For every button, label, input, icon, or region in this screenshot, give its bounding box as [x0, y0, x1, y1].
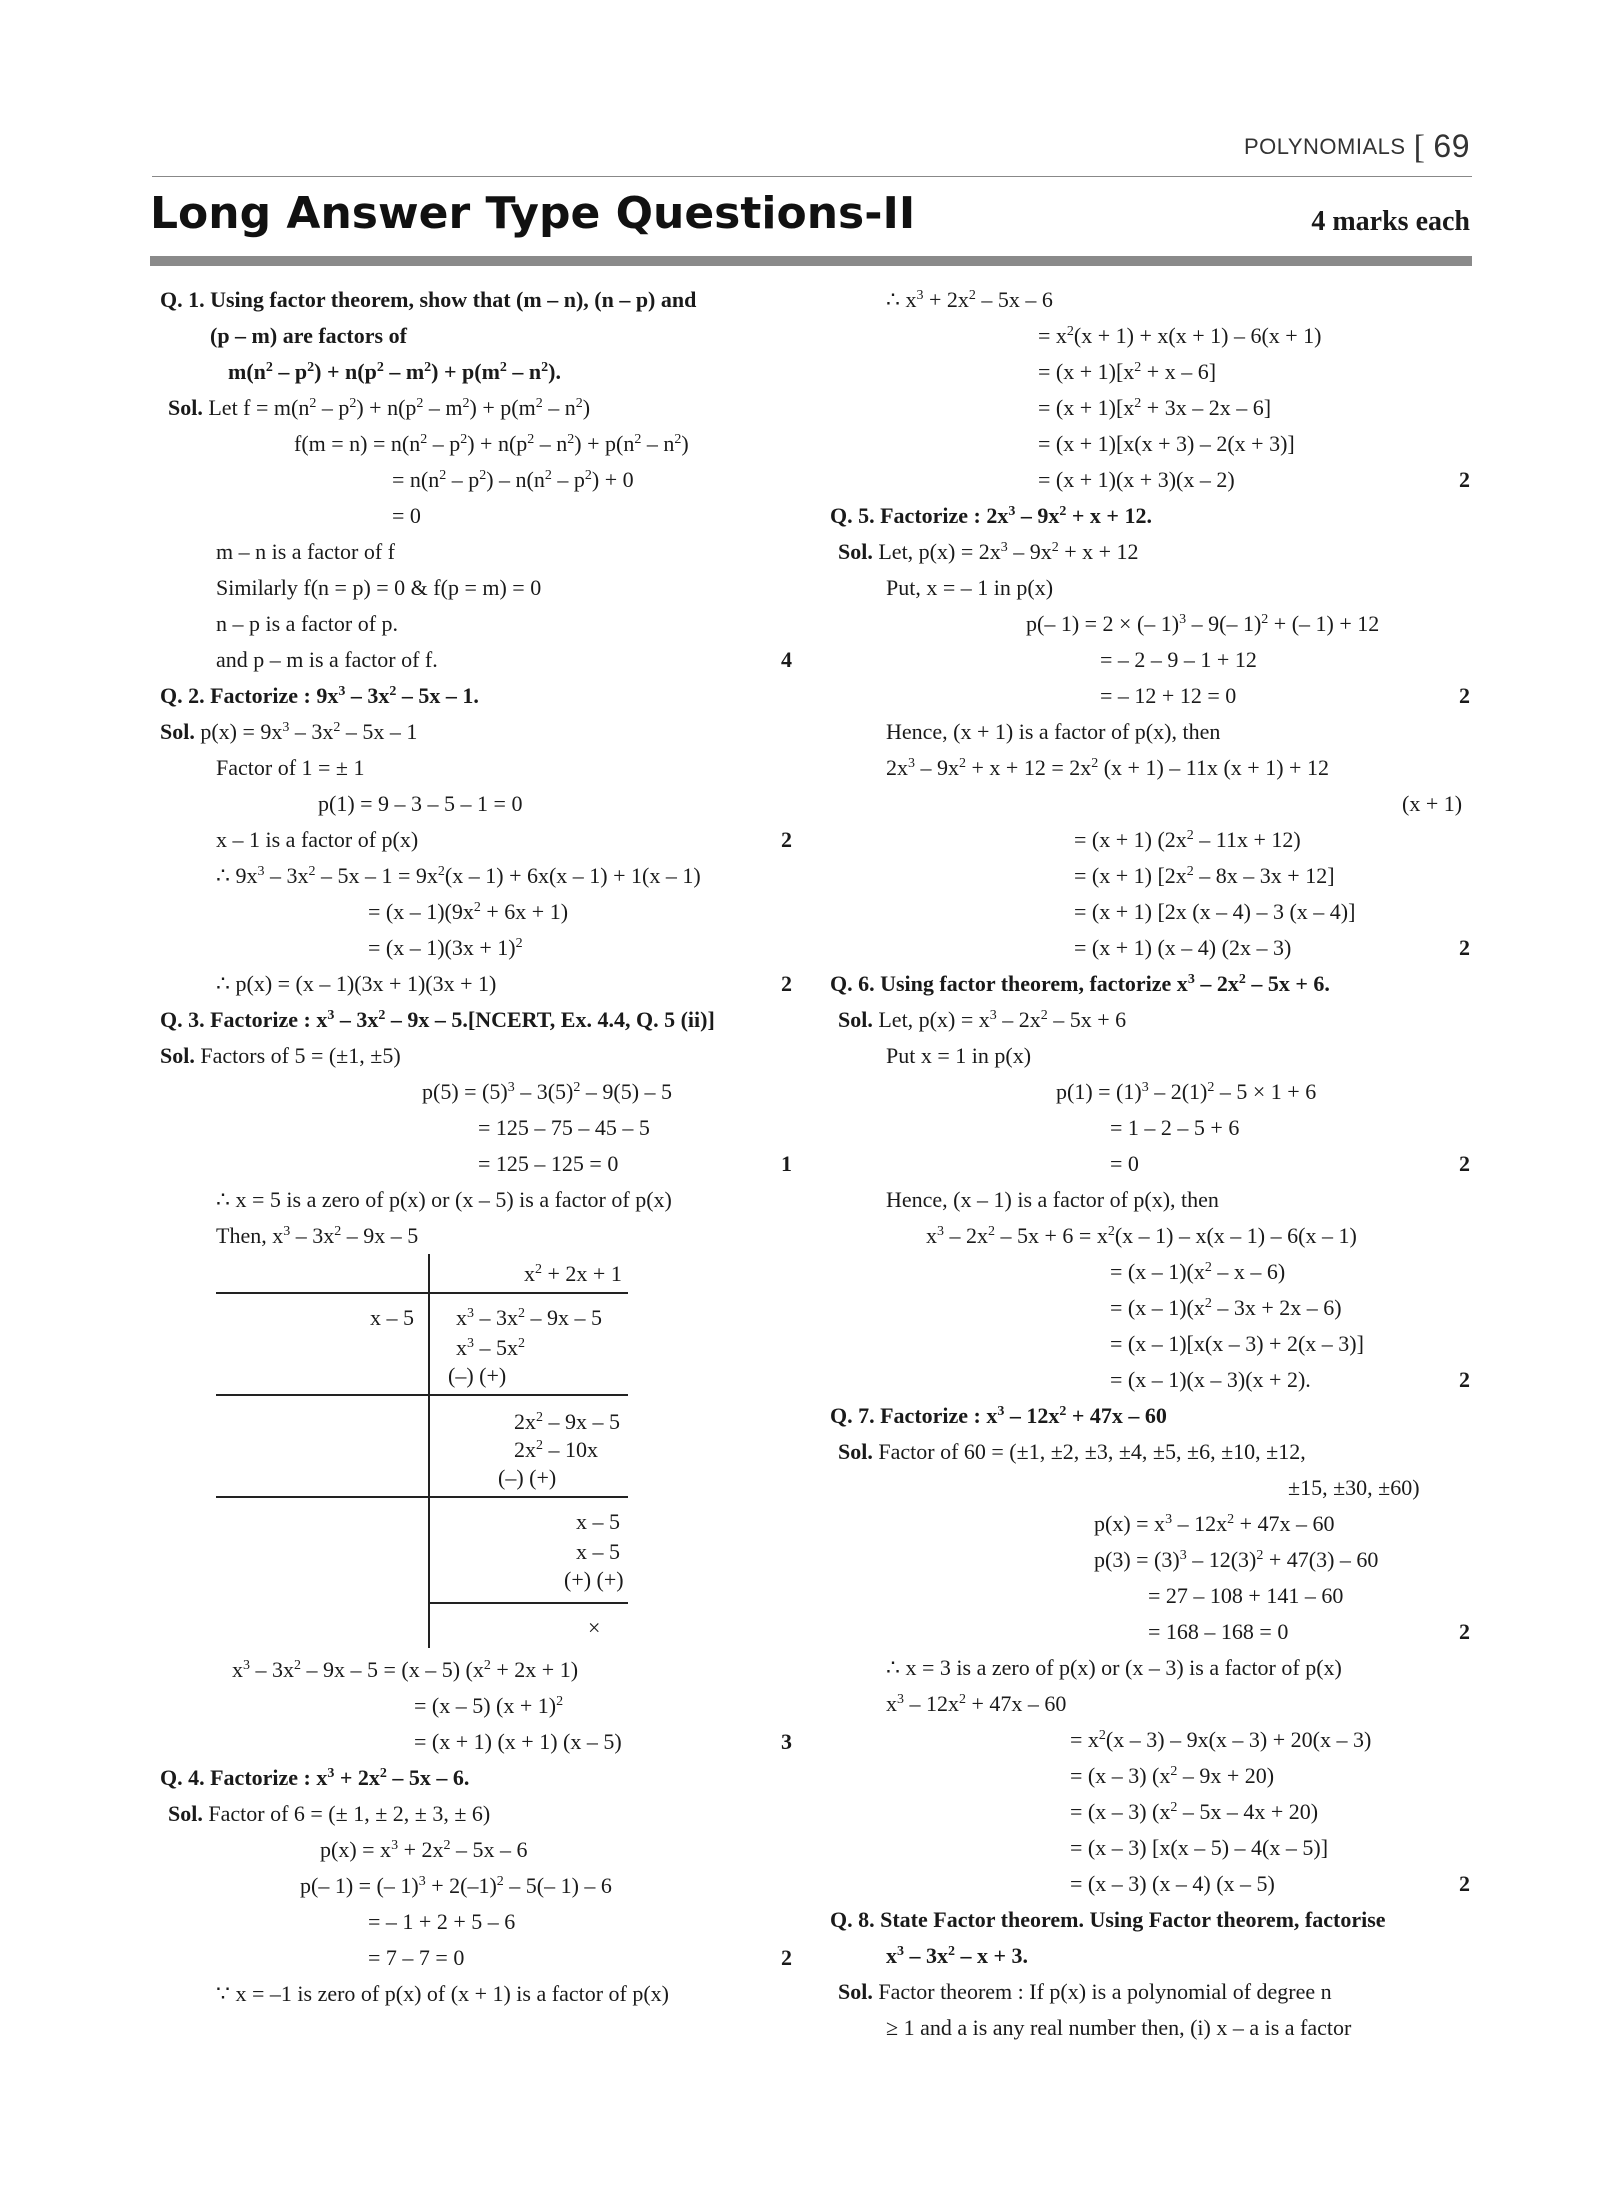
line-text: = 125 – 125 = 0: [478, 1151, 619, 1176]
solution-line: [830, 1290, 1470, 1326]
line-text: Sol. Let, $p(x) = 2x^3 - 9x^2 + x + 12$: [838, 539, 1139, 564]
marks-each-label: 4 marks each: [1311, 206, 1470, 237]
solution-line: [160, 1182, 792, 1218]
solution-line: [830, 1326, 1470, 1362]
solution-line: [830, 534, 1470, 570]
solution-line: [160, 462, 792, 498]
solution-line: [830, 1974, 1470, 2010]
solution-line: [830, 462, 1470, 498]
line-text: = (x – 3) $(x^2 - 9x + 20)$: [1070, 1763, 1275, 1788]
solution-line: [830, 1758, 1470, 1794]
line-text: = (x + 1) (x – 4) (2x – 3): [1074, 935, 1292, 960]
marks-value: 1: [781, 1151, 792, 1176]
solution-line: [160, 822, 792, 858]
line-text: $m(n^2 - p^2) + n(p^2 - m^2) + p(m^2 - n^2)$.: [228, 359, 561, 384]
solution-line: [160, 534, 792, 570]
solution-line: [160, 750, 792, 786]
solution-line: [160, 1832, 792, 1868]
division-row: ×: [588, 1615, 601, 1640]
line-text: n – p is a factor of p.: [216, 611, 399, 636]
line-text: = 7 – 7 = 0: [368, 1945, 465, 1970]
division-row: (+) (+): [564, 1567, 624, 1592]
solution-line: [830, 714, 1470, 750]
line-text: Sol. $p(x) = 9x^3 - 3x^2 - 5x - 1$: [160, 719, 418, 744]
solution-line: [830, 426, 1470, 462]
line-text: = (x + 1) $(2x^2 - 11x + 12)$: [1074, 827, 1301, 852]
question-line: [160, 1002, 792, 1038]
line-text: = (x – 1)(x – 3)(x + 2).: [1110, 1367, 1311, 1392]
division-row: x – 5: [576, 1539, 620, 1564]
solution-line: [160, 1038, 792, 1074]
line-text: ∴ x = 5 is a zero of p(x) or (x – 5) is a factor of p(x): [216, 1187, 672, 1212]
line-text: = (x – 3) [x(x – 5) – 4(x – 5)]: [1070, 1835, 1329, 1860]
solution-line: [160, 642, 792, 678]
line-text: = 0: [1110, 1151, 1139, 1176]
line-text: x – 1 is a factor of p(x): [216, 827, 419, 852]
solution-line: [160, 1146, 792, 1182]
solution-line: [160, 930, 792, 966]
solution-line: [160, 498, 792, 534]
running-header: [1244, 128, 1470, 167]
line-text: = $x^2(x + 1) + x(x + 1) - 6(x + 1)$: [1038, 323, 1322, 348]
line-text: = 168 – 168 = 0: [1148, 1619, 1289, 1644]
line-text: $p(x) = x^3 + 2x^2 - 5x - 6$: [320, 1837, 528, 1862]
solution-line: [160, 390, 792, 426]
solution-line: [160, 1218, 792, 1254]
question-line: [160, 678, 792, 714]
line-text: = – 2 – 9 – 1 + 12: [1100, 647, 1257, 672]
line-text: Put, x = – 1 in p(x): [886, 575, 1054, 600]
question-line: [160, 318, 792, 354]
solution-line: [160, 1796, 792, 1832]
solution-line: [160, 1976, 792, 2012]
page-number: 69: [1433, 128, 1470, 164]
line-text: ∴ x = 3 is a zero of p(x) or (x – 3) is a factor of p(x): [886, 1655, 1342, 1680]
line-text: $p(3) = (3)^3 - 12(3)^2 + 47(3) - 60$: [1094, 1547, 1379, 1572]
line-text: ≥ 1 and a is any real number then, (i) x – a is a factor: [886, 2015, 1352, 2040]
line-text: ∵ x = –1 is zero of p(x) of (x + 1) is a factor of p(x): [216, 1981, 670, 2006]
line-text: Similarly f(n = p) = 0 & f(p = m) = 0: [216, 575, 542, 600]
line-text: = $(x + 1)[x^2 + x - 6]$: [1038, 359, 1217, 384]
solution-line: [160, 1074, 792, 1110]
division-vertical-line: [428, 1254, 430, 1648]
line-text: $p(x) = x^3 - 12x^2 + 47x - 60$: [1094, 1511, 1335, 1536]
line-text: Sol. Factors of 5 = (±1, ±5): [160, 1043, 401, 1068]
line-text: = $(x - 1)(x^2$ – x – 6): [1110, 1259, 1286, 1284]
line-text: = $(x - 1)(3x + 1)^2$: [368, 935, 523, 960]
line-text: Q. 6. Using factor theorem, factorize $x^3 - 2x^2 - 5x + 6$.: [830, 971, 1330, 996]
solution-line: [160, 858, 792, 894]
solution-line: [160, 1868, 792, 1904]
solution-line: [830, 894, 1470, 930]
solution-line: [830, 786, 1470, 822]
line-text: $f(m = n) = n(n^2 - p^2) + n(p^2 - n^2) + p(n^2 - n^2)$: [294, 431, 689, 456]
line-text: $x^3 - 3x^2 - 9x - 5 = (x - 5) (x^2 + 2x + 1)$: [232, 1657, 579, 1682]
line-text: = 27 – 108 + 141 – 60: [1148, 1583, 1344, 1608]
solution-line: [830, 318, 1470, 354]
solution-line: [830, 1254, 1470, 1290]
solution-line: [160, 894, 792, 930]
line-text: = (x – 3) $(x^2 - 5x - 4x + 20)$: [1070, 1799, 1319, 1824]
line-text: = 1 – 2 – 5 + 6: [1110, 1115, 1240, 1140]
line-text: = $x^2(x - 3) - 9x(x - 3) + 20(x - 3)$: [1070, 1727, 1372, 1752]
line-text: = – 1 + 2 + 5 – 6: [368, 1909, 516, 1934]
solution-line: [830, 1218, 1470, 1254]
long-division-table: [160, 1254, 792, 1652]
header-bracket: [: [1413, 129, 1426, 166]
solution-line: [160, 570, 792, 606]
solution-line: [830, 930, 1470, 966]
line-text: = $(x + 1)[x^2 + 3x - 2x - 6]$: [1038, 395, 1272, 420]
line-text: $x^3 - 3x^2 - x + 3$.: [886, 1943, 1029, 1968]
marks-value: 2: [1459, 467, 1470, 492]
solution-line: [830, 1362, 1470, 1398]
marks-value: 2: [781, 971, 792, 996]
line-text: m – n is a factor of f: [216, 539, 395, 564]
solution-line: [830, 1578, 1470, 1614]
line-text: $x^3 - 2x^2 - 5x + 6 = x^2(x - 1) - x(x - 1) - 6(x - 1)$: [926, 1223, 1357, 1248]
line-text: ∴ $9x^3 - 3x^2 - 5x - 1 = 9x^2(x - 1) + 6x(x - 1) + 1(x - 1)$: [216, 863, 701, 888]
solution-line: [830, 750, 1470, 786]
marks-value: 2: [1459, 1619, 1470, 1644]
question-line: [160, 1760, 792, 1796]
line-text: = (x + 1) $[2x^2 - 8x - 3x + 12]$: [1074, 863, 1335, 888]
solution-line: [160, 1688, 792, 1724]
solution-line: [830, 1794, 1470, 1830]
solution-line: [160, 1110, 792, 1146]
question-line: [830, 1902, 1470, 1938]
solution-line: [830, 282, 1470, 318]
marks-value: 2: [1459, 683, 1470, 708]
line-text: Q. 3. Factorize : $x^3 - 3x^2 - 9x$ – 5.[NCERT, Ex. 4.4, Q. 5 (ii)]: [160, 1007, 715, 1032]
line-text: Then, $x^3 - 3x^2 - 9x - 5$: [216, 1223, 419, 1248]
solution-line: [830, 1650, 1470, 1686]
line-text: $p(5) = (5)^3 - 3(5)^2 - 9(5) - 5$: [422, 1079, 673, 1104]
division-rule: [216, 1496, 628, 1498]
solution-line: [160, 966, 792, 1002]
line-text: Q. 1. Using factor theorem, show that (m – n), (n – p) and: [160, 287, 697, 312]
division-divisor: x – 5: [370, 1305, 414, 1330]
left-column: [160, 282, 792, 2012]
line-text: Q. 8. State Factor theorem. Using Factor theorem, factorise: [830, 1907, 1386, 1932]
solution-line: [830, 1614, 1470, 1650]
line-text: Q. 5. Factorize : $2x^3 - 9x^2 + x + 12$.: [830, 503, 1152, 528]
question-line: [830, 966, 1470, 1002]
solution-line: [830, 1722, 1470, 1758]
division-row: (–) (+): [448, 1363, 507, 1388]
solution-line: [160, 426, 792, 462]
line-text: (x + 1): [1402, 791, 1463, 816]
line-text: = $(x - 1)(9x^2 + 6x + 1)$: [368, 899, 569, 924]
title-underline-bar: [150, 256, 1472, 266]
line-text: = (x + 1)[x(x + 3) – 2(x + 3)]: [1038, 431, 1295, 456]
solution-line: [830, 822, 1470, 858]
solution-line: [830, 606, 1470, 642]
solution-line: [830, 1182, 1470, 1218]
solution-line: [830, 1074, 1470, 1110]
solution-line: [160, 786, 792, 822]
division-row: $x^3 - 5x^2$: [456, 1335, 525, 1360]
line-text: Q. 7. Factorize : $x^3 - 12x^2 + 47x - 60$: [830, 1403, 1167, 1428]
division-rule: [428, 1602, 628, 1604]
marks-value: 4: [781, 647, 792, 672]
line-text: Hence, (x + 1) is a factor of p(x), then: [886, 719, 1221, 744]
line-text: $x^3 - 12x^2 + 47x - 60$: [886, 1691, 1067, 1716]
line-text: Put x = 1 in p(x): [886, 1043, 1032, 1068]
line-text: Sol. Factor theorem : If p(x) is a polynomial of degree n: [838, 1979, 1332, 2004]
solution-line: [830, 1470, 1470, 1506]
question-line: [830, 1398, 1470, 1434]
solution-line: [830, 1002, 1470, 1038]
marks-value: 2: [781, 827, 792, 852]
question-line: [830, 1938, 1470, 1974]
line-text: Sol. Factor of 60 = (±1, ±2, ±3, ±4, ±5, ±6, ±10, ±12,: [838, 1439, 1306, 1464]
question-line: [160, 354, 792, 390]
line-text: = (x + 1)(x + 3)(x – 2): [1038, 467, 1235, 492]
solution-line: [830, 1542, 1470, 1578]
line-text: = (x + 1) (x + 1) (x – 5): [414, 1729, 622, 1754]
division-row: $2x^2 - 10x$: [514, 1437, 598, 1462]
marks-value: 2: [1459, 1871, 1470, 1896]
line-text: Sol. Let, $p(x) = x^3 - 2x^2 - 5x + 6$: [838, 1007, 1127, 1032]
line-text: (p – m) are factors of: [210, 323, 407, 348]
solution-line: [160, 1652, 792, 1688]
division-rule: [216, 1292, 628, 1294]
marks-value: 2: [1459, 935, 1470, 960]
marks-value: 2: [781, 1945, 792, 1970]
solution-line: [160, 714, 792, 750]
line-text: Factor of 1 = ± 1: [216, 755, 365, 780]
line-text: = (x + 1) [2x (x – 4) – 3 (x – 4)]: [1074, 899, 1356, 924]
solution-line: [830, 570, 1470, 606]
solution-line: [830, 1866, 1470, 1902]
division-rule: [216, 1394, 628, 1396]
division-row: $2x^2 - 9x - 5$: [514, 1409, 620, 1434]
section-name: POLYNOMIALS: [1243, 134, 1406, 159]
division-quotient: $x^2 + 2x + 1$: [524, 1261, 622, 1286]
line-text: = $n(n^2 - p^2) - n(n^2 - p^2) + 0$: [392, 467, 634, 492]
solution-line: [160, 1940, 792, 1976]
solution-line: [830, 678, 1470, 714]
header-rule: [152, 176, 1472, 177]
solution-line: [830, 1506, 1470, 1542]
line-text: Sol. Let $f = m(n^2 - p^2) + n(p^2 - m^2) + p(m^2 - n^2)$: [168, 395, 591, 420]
solution-line: [160, 1904, 792, 1940]
line-text: and p – m is a factor of f.: [216, 647, 438, 672]
solution-line: [830, 2010, 1470, 2046]
line-text: ∴ $x^3 + 2x^2 - 5x - 6$: [886, 287, 1053, 312]
line-text: $2x^3 - 9x^2 + x + 12 = 2x^2$ (x + 1) – 11x (x + 1) + 12: [886, 755, 1329, 780]
marks-value: 2: [1459, 1151, 1470, 1176]
solution-line: [830, 354, 1470, 390]
solution-line: [830, 1110, 1470, 1146]
question-line: [160, 282, 792, 318]
line-text: ±15, ±30, ±60): [1288, 1475, 1420, 1500]
line-text: = – 12 + 12 = 0: [1100, 683, 1237, 708]
solution-line: [830, 1686, 1470, 1722]
line-text: p(– 1) = 2 × (– 1)$^3$ – 9(– 1)$^2$ + (– 1) + 12: [1026, 611, 1380, 636]
solution-line: [160, 606, 792, 642]
division-row: x – 5: [576, 1509, 620, 1534]
line-text: Sol. Factor of 6 = (± 1, ± 2, ± 3, ± 6): [168, 1801, 491, 1826]
line-text: Hence, (x – 1) is a factor of p(x), then: [886, 1187, 1219, 1212]
line-text: = 0: [392, 503, 421, 528]
division-row: $x^3 - 3x^2 - 9x - 5$: [456, 1305, 602, 1330]
line-text: = (x – 3) (x – 4) (x – 5): [1070, 1871, 1275, 1896]
solution-line: [830, 390, 1470, 426]
solution-line: [830, 1146, 1470, 1182]
solution-line: [830, 858, 1470, 894]
line-text: ∴ p(x) = (x – 1)(3x + 1)(3x + 1): [216, 971, 497, 996]
question-line: [830, 498, 1470, 534]
marks-value: 2: [1459, 1367, 1470, 1392]
line-text: = (x – 1)[x(x – 3) + 2(x – 3)]: [1110, 1331, 1364, 1356]
line-text: = (x – 5) $(x + 1)^2$: [414, 1693, 564, 1718]
solution-line: [830, 1038, 1470, 1074]
right-column: [830, 282, 1470, 2046]
page-title: Long Answer Type Questions-II: [150, 188, 916, 239]
division-row: (–) (+): [498, 1465, 557, 1490]
line-text: = 125 – 75 – 45 – 5: [478, 1115, 650, 1140]
line-text: $p(1) = (1)^3 - 2(1)^2 - 5 \times 1 + 6$: [1056, 1079, 1317, 1104]
line-text: Q. 2. Factorize : $9x^3 - 3x^2 - 5x - 1$.: [160, 683, 479, 708]
line-text: = $(x - 1)(x^2 - 3x + 2x - 6)$: [1110, 1295, 1342, 1320]
solution-line: [830, 1830, 1470, 1866]
line-text: p(1) = 9 – 3 – 5 – 1 = 0: [318, 791, 523, 816]
solution-line: [830, 1434, 1470, 1470]
line-text: Q. 4. Factorize : $x^3 + 2x^2 - 5x - 6$.: [160, 1765, 470, 1790]
marks-value: 3: [781, 1729, 792, 1754]
solution-line: [160, 1724, 792, 1760]
line-text: p(– 1) = (– $1)^3 + 2(-1)^2 - 5(-$ 1) – 6: [300, 1873, 612, 1898]
solution-line: [830, 642, 1470, 678]
